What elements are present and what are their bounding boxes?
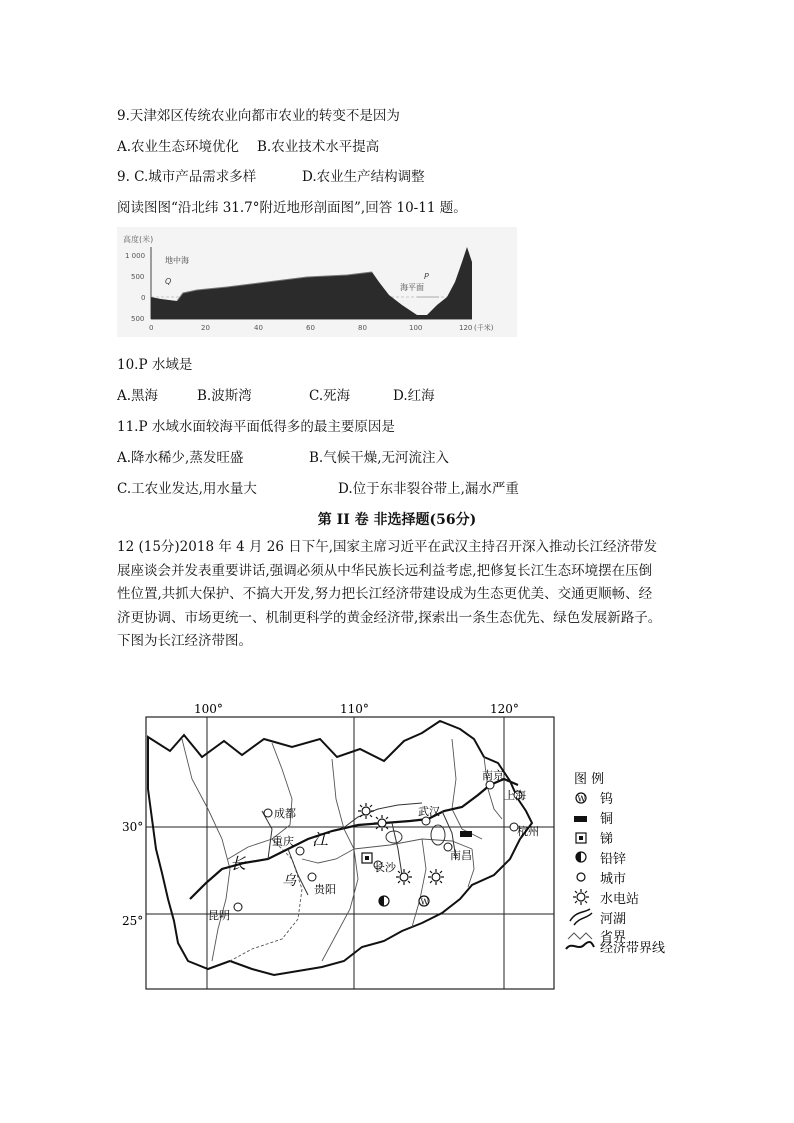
map-lon-120: 120°	[490, 702, 519, 716]
q10-option-d: D.红海	[393, 388, 435, 404]
svg-text:W: W	[577, 794, 586, 804]
profile-y-tick-500: 500	[131, 273, 145, 281]
profile-label-p: P	[424, 272, 429, 281]
profile-y-tick-0: 0	[141, 294, 146, 302]
legend-copper-label: 铜	[600, 812, 614, 827]
map-hydropower-4	[428, 869, 444, 885]
profile-y-tick-1000: 1 000	[125, 252, 146, 260]
q12-line-3: 性位置,共抓大保护、不搞大开发,努力把长江经济带建设成为生态更优美、交通更顺畅、经	[117, 586, 653, 602]
map-city-wuhan: 武汉	[418, 805, 440, 818]
profile-x-unit: (千米)	[474, 324, 494, 332]
q9-option-a: A.农业生态环境优化	[117, 139, 240, 155]
q12-line-1: 12 (15分)2018 年 4 月 26 日下午,国家主席习近平在武汉主持召开深入推动长江经济带发	[117, 539, 658, 555]
profile-y-label: 高度(米)	[123, 235, 154, 244]
q11-stem: 11.P 水域水面较海平面低得多的最主要原因是	[117, 419, 395, 435]
legend-river-lake-label: 河湖	[600, 912, 627, 927]
map-city-shanghai: 上海	[504, 789, 526, 802]
q12-line-4: 济更协调、市场更统一、机制更科学的黄金经济带,探索出一条生态优先、绿色发展新路子。	[117, 609, 662, 626]
map-city-kunming: 昆明	[208, 909, 230, 922]
map-antimony-symbol	[362, 853, 372, 863]
legend-title: 图 例	[574, 772, 605, 787]
map-city-hangzhou: 杭州	[517, 825, 539, 838]
q9-stem: 9.天津郊区传统农业向都市农业的转变不是因为	[117, 108, 400, 124]
map-river-char-jiang: 江	[312, 830, 329, 849]
map-hydropower-1	[358, 803, 374, 819]
map-city-guiyang: 贵阳	[314, 883, 336, 896]
q12-paragraph	[117, 536, 677, 654]
map-copper-symbol	[460, 831, 472, 837]
q10-option-c: C.死海	[309, 388, 351, 404]
map-lon-110: 110°	[340, 702, 369, 716]
q10-stem: 10.P 水域是	[117, 357, 193, 373]
profile-label-q: Q	[165, 277, 172, 286]
map-city-chongqing: 重庆	[272, 835, 294, 848]
read-instruction: 阅读图图“沿北纬 31.7°附近地形剖面图”,回答 10-11 题。	[117, 200, 467, 216]
map-hydropower-3	[396, 869, 412, 885]
q12-line-2: 展座谈会并发表重要讲话,强调必须从中华民族长远利益考虑,把修复长江生态环境摆在压倒	[117, 562, 653, 579]
q12-line-5: 下图为长江经济带图。	[117, 633, 252, 649]
q10-option-a: A.黑海	[117, 388, 159, 404]
q9-option-b: B.农业技术水平提高	[257, 139, 380, 155]
profile-x-tick-80: 80	[358, 324, 367, 332]
yangtze-economic-belt-map	[122, 699, 674, 991]
q10-option-b: B.波斯湾	[197, 388, 252, 404]
map-city-nanjing: 南京	[482, 769, 504, 782]
map-lon-100: 100°	[194, 702, 223, 716]
q11-option-b: B.气候干燥,无河流注入	[309, 450, 450, 466]
map-river-char-chang: 长	[230, 854, 247, 873]
legend-hydropower-icon	[573, 889, 589, 905]
q11-option-c: C.工农业发达,用水量大	[117, 481, 257, 497]
legend-belt-boundary-label: 经济带界线	[600, 941, 666, 956]
legend-antimony-icon	[576, 833, 586, 843]
map-lat-25: 25°	[122, 914, 144, 928]
profile-label-sea-level: 海平面	[400, 283, 424, 292]
map-lead-zinc-symbol	[379, 896, 389, 906]
legend-city-icon	[577, 873, 585, 881]
profile-x-tick-120: 120	[459, 324, 473, 332]
profile-x-tick-20: 20	[201, 324, 210, 332]
legend-city-label: 城市	[600, 872, 627, 887]
map-river-char-wu: 乌	[282, 873, 296, 889]
legend-copper-icon	[574, 816, 587, 822]
profile-x-tick-60: 60	[306, 324, 315, 332]
map-hydropower-2	[374, 815, 390, 831]
map-tungsten-symbol	[419, 896, 430, 907]
map-city-nanchang: 南昌	[450, 849, 472, 862]
map-city-changsha: 长沙	[374, 861, 396, 874]
legend-lead-zinc-label: 铅锌	[600, 852, 627, 867]
legend-antimony-label: 锑	[600, 832, 614, 847]
legend-hydropower-label: 水电站	[600, 892, 640, 907]
map-lat-30: 30°	[122, 820, 144, 834]
svg-text:W: W	[420, 897, 429, 907]
legend-tungsten-label: 钨	[600, 792, 614, 807]
profile-y-tick-minus500: 500	[131, 315, 145, 323]
q11-option-a: A.降水稀少,蒸发旺盛	[117, 450, 244, 466]
profile-x-tick-0: 0	[149, 324, 154, 332]
profile-x-tick-40: 40	[254, 324, 263, 332]
section-title: 第 II 卷 非选择题(56分)	[317, 512, 477, 528]
profile-label-mediterranean: 地中海	[165, 256, 189, 265]
terrain-profile-figure	[117, 227, 517, 337]
q9-option-d: D.农业生产结构调整	[302, 169, 425, 185]
q11-option-d: D.位于东非裂谷带上,漏水严重	[338, 481, 519, 497]
legend-tungsten-icon	[576, 793, 587, 804]
legend-province-border-label: 省界	[600, 930, 627, 945]
map-city-chengdu: 成都	[274, 807, 296, 820]
profile-x-tick-100: 100	[409, 324, 423, 332]
q9-option-c: 9. C.城市产品需求多样	[117, 169, 257, 185]
legend-lead-zinc-icon	[576, 852, 586, 862]
